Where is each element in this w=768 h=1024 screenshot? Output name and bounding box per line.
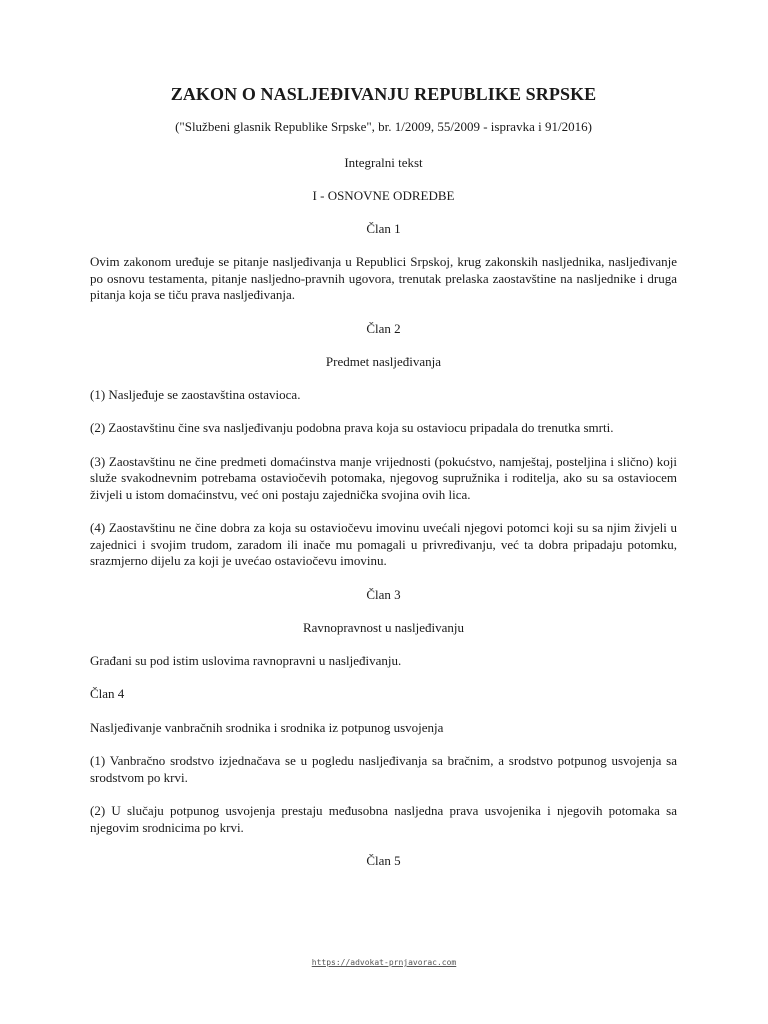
article-paragraph: (3) Zaostavštinu ne čine predmeti domaćinstva manje vrijednosti (pokućstvo, namještaj, posteljina i slično) koji služe svakodnevnim potrebama ostaviočevih potomaka, njegovog supružnika i roditelja, ako su sa ostaviocem živjeli u istom domaćinstvu, već oni postaju zajednička svojina ovih lica. [90, 453, 677, 502]
article-heading: Ravnopravnost u nasljeđivanju [302, 619, 465, 635]
article-label: Član 4 [90, 686, 125, 701]
article-paragraph: (2) Zaostavštinu čine sva nasljeđivanju podobna prava koja su ostaviocu pripadala do trenutka smrti. [90, 420, 614, 435]
document-title: ZAKON O NASLJEĐIVANJU REPUBLIKE SRPSKE [170, 84, 597, 104]
gazette-reference: ("Službeni glasnik Republike Srpske", br. 1/2009, 55/2009 - ispravka i 91/2016) [175, 119, 592, 134]
article-label: Član 1 [366, 221, 401, 236]
article-paragraph: (1) Vanbračno srodstvo izjednačava se u pogledu nasljeđivanja sa bračnim, a srodstvo potpunog usvojenja sa srodstvom po krvi. [90, 753, 677, 785]
article-heading: Predmet nasljeđivanja [325, 353, 442, 369]
article-label: Član 5 [366, 853, 401, 868]
article-paragraph: (2) U slučaju potpunog usvojenja prestaju međusobna nasljedna prava usvojenika i njegovih potomaka sa njegovim srodnicima po krvi. [90, 803, 677, 835]
footer [0, 958, 768, 967]
footer-link[interactable]: https://advokat-prnjavorac.com [311, 958, 457, 967]
article-paragraph: (4) Zaostavštinu ne čine dobra za koja su ostaviočevu imovinu uvećali njegovi potomci koji su sa njim živjeli u zajednici i svojim trudom, zaradom ili inače mu pomagali u privređivanju, već ta dobra pripadaju potomku, srazmjerno dijelu za koji je uvećao ostaviočevu imovinu. [90, 520, 677, 568]
article-heading: Nasljeđivanje vanbračnih srodnika i srodnika iz potpunog usvojenja [90, 719, 444, 735]
article-paragraph: (1) Nasljeđuje se zaostavština ostavioca. [90, 386, 301, 402]
document-page [90, 84, 677, 869]
integral-text-label: Integralni tekst [344, 155, 423, 170]
section-heading: I - OSNOVNE ODREDBE [312, 188, 455, 203]
article-label: Član 2 [366, 320, 401, 336]
article-paragraph: Ovim zakonom uređuje se pitanje nasljeđivanja u Republici Srpskoj, krug zakonskih nasljednika, nasljeđivanje po osnovu testamenta, pitanje nasljedno-pravnih ugovora, trenutak prelaska zaostavštine na nasljednike i druga pitanja koja se tiču prava nasljeđivanja. [90, 254, 677, 302]
article-label: Član 3 [366, 586, 401, 602]
article-paragraph: Građani su pod istim uslovima ravnopravni u nasljeđivanju. [90, 652, 402, 668]
